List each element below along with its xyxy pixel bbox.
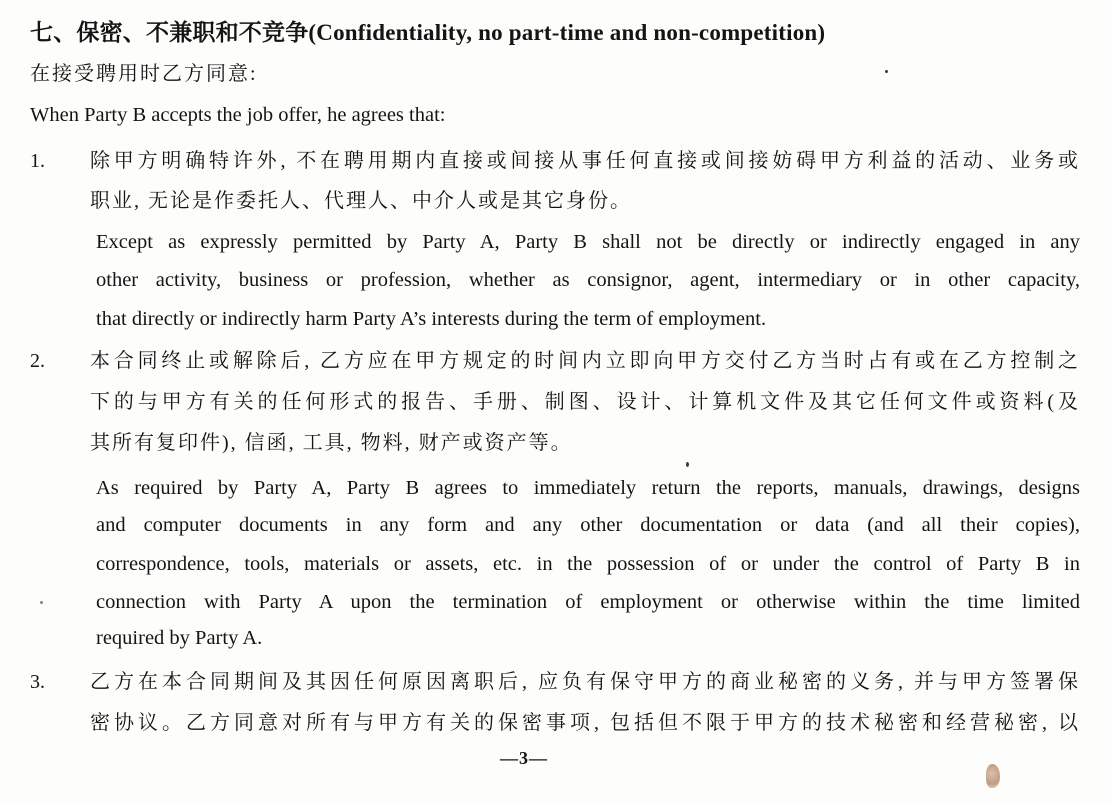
clause-number: 3. — [30, 671, 45, 693]
clause-english-line: that directly or indirectly harm Party A’s interests during the term of employment. — [96, 308, 767, 330]
scan-speck — [686, 462, 689, 467]
clause-english-line: correspondence, tools, materials or assets, etc. in the possession of or under the control of Party B in — [96, 553, 1080, 575]
intro-chinese: 在接受聘用时乙方同意: — [30, 63, 258, 85]
clause-number: 1. — [30, 150, 45, 172]
clause-chinese-line: 密协议。乙方同意对所有与甲方有关的保密事项, 包括但不限于甲方的技术秘密和经营秘密, 以 — [90, 712, 1080, 734]
scan-speck — [40, 601, 43, 604]
clause-english-line: Except as expressly permitted by Party A, Party B shall not be directly or indirectly engaged in any — [96, 231, 1080, 253]
clause-chinese-line: 本合同终止或解除后, 乙方应在甲方规定的时间内立即向甲方交付乙方当时占有或在乙方控制之 — [90, 350, 1080, 372]
clause-english-line: other activity, business or profession, whether as consignor, agent, intermediary or in other capacity, — [96, 269, 1080, 291]
clause-number: 2. — [30, 350, 45, 372]
clause-english-line: As required by Party A, Party B agrees to immediately return the reports, manuals, drawings, designs — [96, 477, 1080, 499]
intro-english: When Party B accepts the job offer, he agrees that: — [30, 104, 446, 126]
section-heading: 七、保密、不兼职和不竞争(Confidentiality, no part-time and non-competition) — [30, 20, 826, 45]
clause-english-line: and computer documents in any form and any other documentation or data (and all their copies), — [96, 514, 1080, 536]
page-number: —3— — [500, 748, 548, 768]
clause-english-line: required by Party A. — [96, 627, 263, 649]
clause-english-line: connection with Party A upon the termination of employment or otherwise within the time limited — [96, 591, 1080, 613]
clause-chinese-line: 下的与甲方有关的任何形式的报告、手册、制图、设计、计算机文件及其它任何文件或资料(及 — [90, 391, 1080, 413]
clause-chinese-line: 乙方在本合同期间及其因任何原因离职后, 应负有保守甲方的商业秘密的义务, 并与甲方签署保 — [90, 671, 1080, 693]
clause-chinese-line: 除甲方明确特许外, 不在聘用期内直接或间接从事任何直接或间接妨碍甲方利益的活动、业务或 — [90, 150, 1080, 172]
scan-speck — [885, 70, 888, 73]
clause-chinese-line: 职业, 无论是作委托人、代理人、中介人或是其它身份。 — [90, 190, 632, 212]
ink-stain — [986, 764, 1000, 788]
clause-chinese-line: 其所有复印件), 信函, 工具, 物料, 财产或资产等。 — [90, 432, 573, 454]
